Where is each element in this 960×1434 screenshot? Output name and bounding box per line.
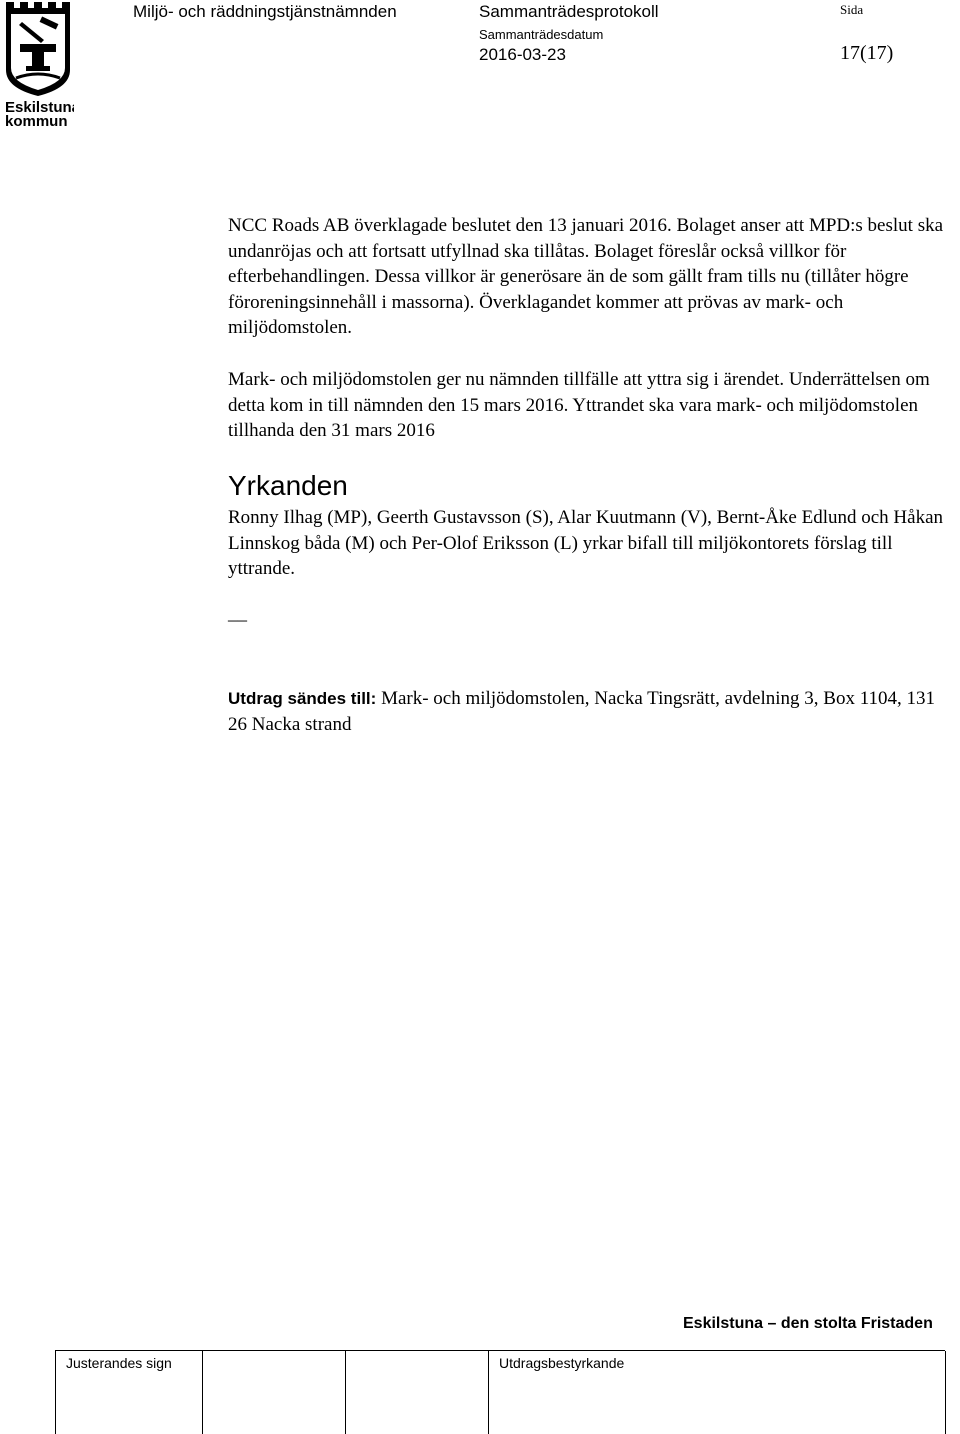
eskilstuna-coat-of-arms-icon: [4, 0, 74, 128]
committee-name: Miljö- och räddningstjänstnämnden: [133, 2, 397, 21]
page-number: 17(17): [840, 42, 894, 64]
municipality-logo: [4, 0, 74, 128]
certifier-label: Utdragsbestyrkande: [499, 1355, 625, 1371]
distribution-recipients: Mark- och miljödomstolen, Nacka Tingsrätt, avdelning 3, Box 1104, 131 26 Nacka strand: [228, 688, 936, 735]
court-notice-paragraph: Mark- och miljödomstolen ger nu nämnden tillfälle att yttra sig i ärendet. Underrättelsen om detta kom in till nämnden den 15 mars 2016. Yttrandet ska vara mark- och miljödomstolen tillhanda den 31 mars 2016: [228, 369, 930, 441]
section-heading-yrkanden: Yrkanden: [228, 470, 348, 501]
svg-text:Eskilstuna: Eskilstuna: [5, 99, 74, 116]
municipality-slogan: Eskilstuna – den stolta Fristaden: [683, 1315, 933, 1332]
meeting-date-value: 2016-03-23: [479, 45, 566, 64]
certifier-cell: [488, 1351, 946, 1434]
signature-label: Justerandes sign: [66, 1355, 172, 1371]
distribution-paragraph: [228, 686, 958, 737]
svg-text:kommun: kommun: [5, 113, 68, 128]
signature-table: [55, 1350, 945, 1434]
signature-cell-blank: [345, 1351, 488, 1434]
distribution-lead: Utdrag sändes till:: [228, 689, 377, 708]
appeal-paragraph: NCC Roads AB överklagade beslutet den 13 januari 2016. Bolaget anser att MPD:s beslut ska undanröjas och att fortsatt utfyllnad ska tillåtas. Bolaget föreslår också villkor för efterbehandlingen. Dessa villkor är generösare än de som gällt fram tills nu (tillåter högre föroreningsinnehåll i massorna). Överklagandet kommer att prövas av mark- och miljödomstolen.: [228, 215, 944, 338]
signature-cell: [55, 1351, 202, 1434]
section-separator: __: [228, 603, 247, 624]
document-type: Sammanträdesprotokoll: [479, 2, 659, 21]
motions-paragraph: Ronny Ilhag (MP), Geerth Gustavsson (S), Alar Kuutmann (V), Bernt-Åke Edlund och Håkan Linnskog båda (M) och Per-Olof Eriksson (L) yrkar bifall till miljökontorets förslag till yttrande.: [228, 507, 944, 579]
meeting-date-label: Sammanträdesdatum: [479, 27, 604, 42]
signature-cell-blank: [202, 1351, 345, 1434]
page-label: Sida: [840, 2, 864, 17]
